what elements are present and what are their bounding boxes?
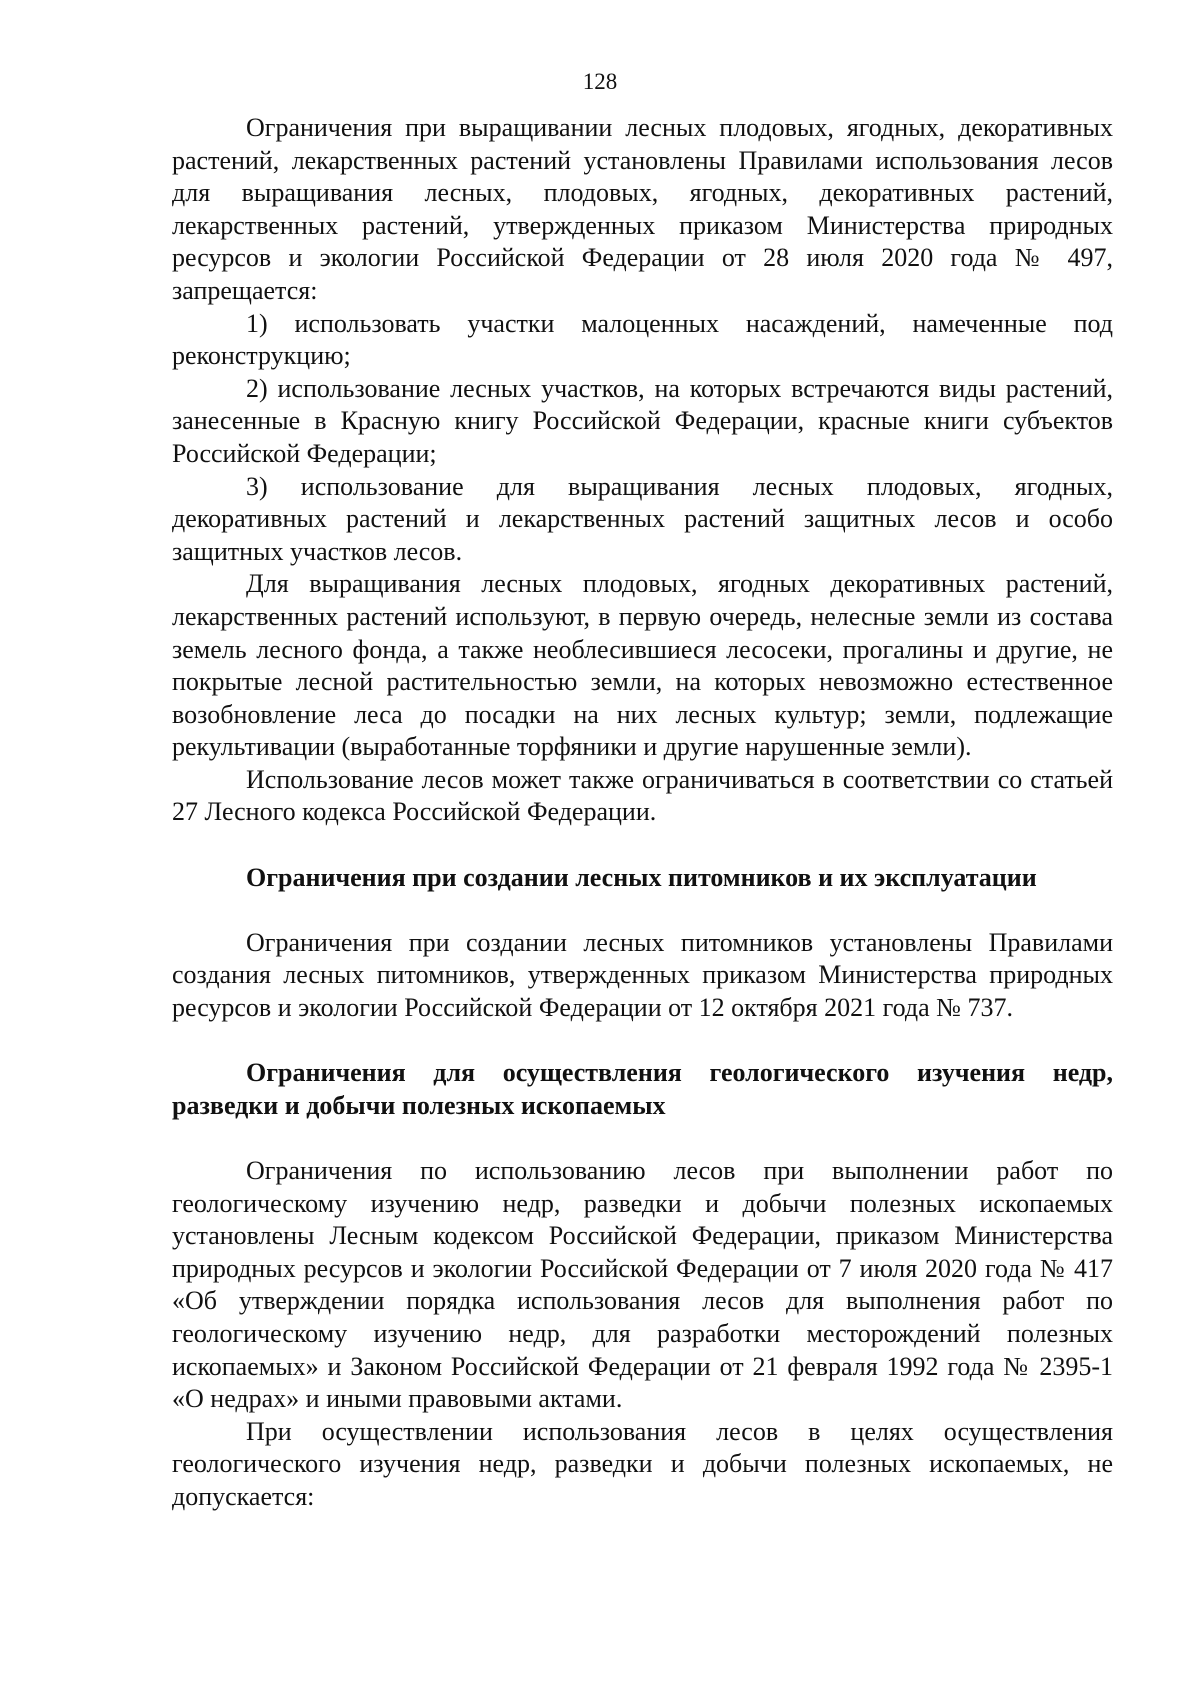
- paragraph-article-27: Использование лесов может также ограничиваться в соответствии со статьей 27 Лесного кодекса Российской Федерации.: [172, 764, 1113, 827]
- list-item-1: 1) использовать участки малоценных насаждений, намеченные под реконструкцию;: [172, 308, 1113, 371]
- list-item-2: 2) использование лесных участков, на которых встречаются виды растений, занесенные в Красную книгу Российской Федерации, красные книги субъектов Российской Федерации;: [172, 373, 1113, 468]
- paragraph-geology-law: Ограничения по использованию лесов при выполнении работ по геологическому изучению недр, разведки и добычи полезных ископаемых установлены Лесным кодексом Российской Федерации, приказом Министерства природных ресурсов и экологии Российской Федерации от 7 июля 2020 года № 417 «Об утверждении порядка использования лесов для выполнения работ по геологическому изучению недр, для разработки месторождений полезных ископаемых» и Законом Российской Федерации от 21 февраля 1992 года № 2395-1 «О недрах» и иными правовыми актами.: [172, 1156, 1113, 1414]
- page-number: 128: [582, 69, 618, 94]
- heading-geology: Ограничения для осуществления геологического изучения недр, разведки и добычи полезных ископаемых: [172, 1058, 1113, 1120]
- spacer: [172, 894, 1113, 927]
- page-content: [172, 112, 1113, 1514]
- paragraph-nurseries: Ограничения при создании лесных питомников установлены Правилами создания лесных питомников, утвержденных приказом Министерства природных ресурсов и экологии Российской Федерации от 12 октября 2021 года № 737.: [172, 927, 1113, 1023]
- paragraph-geology-prohibited: При осуществлении использования лесов в целях осуществления геологического изучения недр, разведки и добычи полезных ископаемых, не допускается:: [172, 1416, 1113, 1511]
- spacer: [172, 1025, 1113, 1058]
- paragraph-land-use: Для выращивания лесных плодовых, ягодных декоративных растений, лекарственных растений используют, в первую очередь, нелесные земли из состава земель лесного фонда, а также необлесившиеся лесосеки, прогалины и другие, не покрытые лесной растительностью земли, на которых невозможно естественное возобновление леса до посадки на них лесных культур; земли, подлежащие рекультивации (выработанные торфяники и другие нарушенные земли).: [172, 569, 1113, 762]
- spacer: [172, 1122, 1113, 1155]
- spacer: [172, 829, 1113, 862]
- list-item-3: 3) использование для выращивания лесных плодовых, ягодных, декоративных растений и лекарственных растений защитных лесов и особо защитных участков лесов.: [172, 471, 1113, 566]
- heading-nurseries: Ограничения при создании лесных питомников и их эксплуатации: [246, 862, 1037, 892]
- paragraph-restrictions-growing: Ограничения при выращивании лесных плодовых, ягодных, декоративных растений, лекарственных растений установлены Правилами использования лесов для выращивания лесных, плодовых, ягодных, декоративных растений, лекарственных растений, утвержденных приказом Министерства природных ресурсов и экологии Российской Федерации от 28 июля 2020 года № 497, запрещается:: [172, 113, 1113, 305]
